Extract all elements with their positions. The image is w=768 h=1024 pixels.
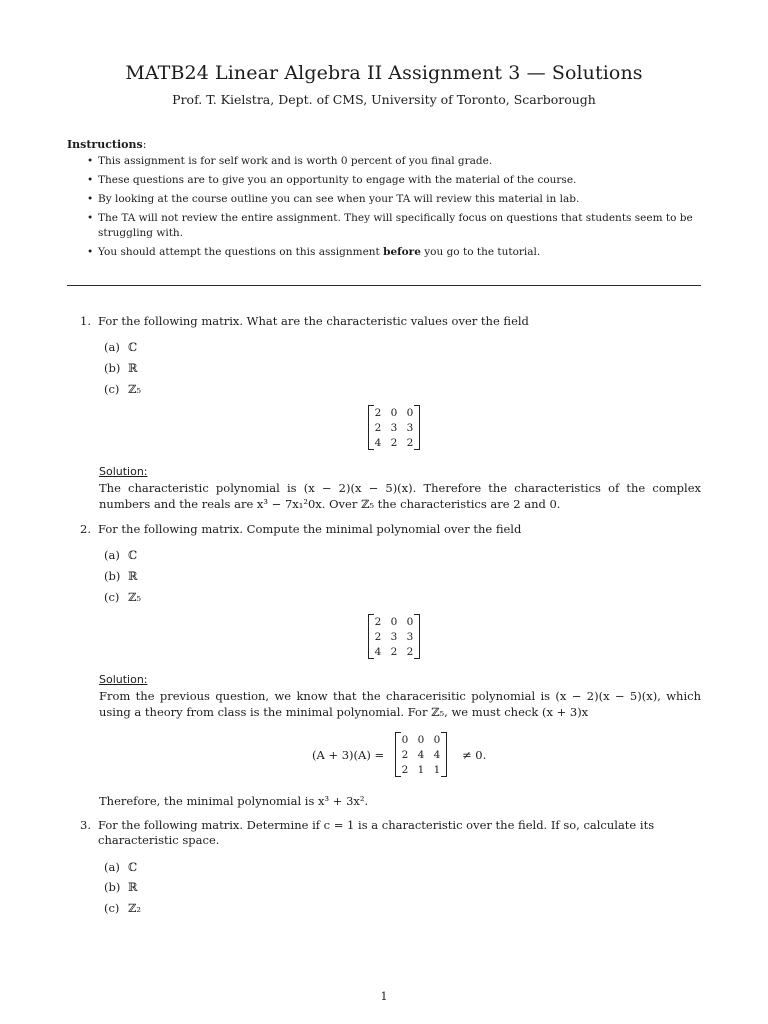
page-title: MATB24 Linear Algebra II Assignment 3 — Solutions: [125, 62, 643, 84]
equation-lhs: (A + 3)(A) =: [312, 748, 385, 762]
instruction-item: • You should attempt the questions on this assignment before you go to the tutorial.: [67, 245, 701, 260]
solution-label: Solution:: [99, 673, 148, 686]
matrix: 2 0 0 2 3 3 4 2 2: [370, 614, 418, 659]
instructions-list: [67, 154, 701, 264]
question-text: For the following matrix. Compute the minimal polynomial over the field: [98, 522, 522, 536]
solution-text: The characteristic polynomial is (x − 2)(x − 5)(x). Therefore the characteristics of the complex numbers and the reals are x³ − 7x₁²0x. Over ℤ₅ the characteristics are 2 and 0.: [99, 481, 701, 511]
solution-label: Solution:: [99, 465, 148, 478]
instruction-item: • This assignment is for self work and is worth 0 percent of you final grade.: [67, 154, 701, 169]
question-text: For the following matrix. What are the characteristic values over the field: [98, 314, 529, 328]
horizontal-rule: [67, 285, 701, 286]
author-line: Prof. T. Kielstra, Dept. of CMS, University of Toronto, Scarborough: [172, 92, 596, 107]
instruction-item: • The TA will not review the entire assignment. They will specifically focus on questions that students seem to be struggling with.: [67, 211, 701, 241]
matrix: 0 0 0 2 4 4 2 1 1: [397, 732, 445, 777]
question-number: 2.: [80, 522, 91, 536]
instruction-item: • These questions are to give you an opportunity to engage with the material of the course.: [67, 173, 701, 188]
instructions-heading: Instructions:: [67, 138, 147, 151]
page-number: 1: [380, 990, 388, 1003]
equation-rhs: ≠ 0.: [462, 748, 487, 762]
question-number: 1.: [80, 314, 91, 328]
instruction-item: • By looking at the course outline you can see when your TA will review this material in lab.: [67, 192, 701, 207]
matrix: 2 0 0 2 3 3 4 2 2: [370, 405, 418, 450]
solution-conclusion: Therefore, the minimal polynomial is x³ + 3x².: [99, 794, 369, 808]
question-number: 3.: [80, 818, 91, 832]
solution-text: From the previous question, we know that the characerisitic polynomial is (x − 2)(x − 5)(x), which using a theory from class is the minimal polynomial. For ℤ₅, we must check (x + 3)x: [99, 689, 701, 719]
question-text: For the following matrix. Determine if c = 1 is a characteristic over the field. If so, calculate its characteristic space.: [98, 818, 655, 847]
